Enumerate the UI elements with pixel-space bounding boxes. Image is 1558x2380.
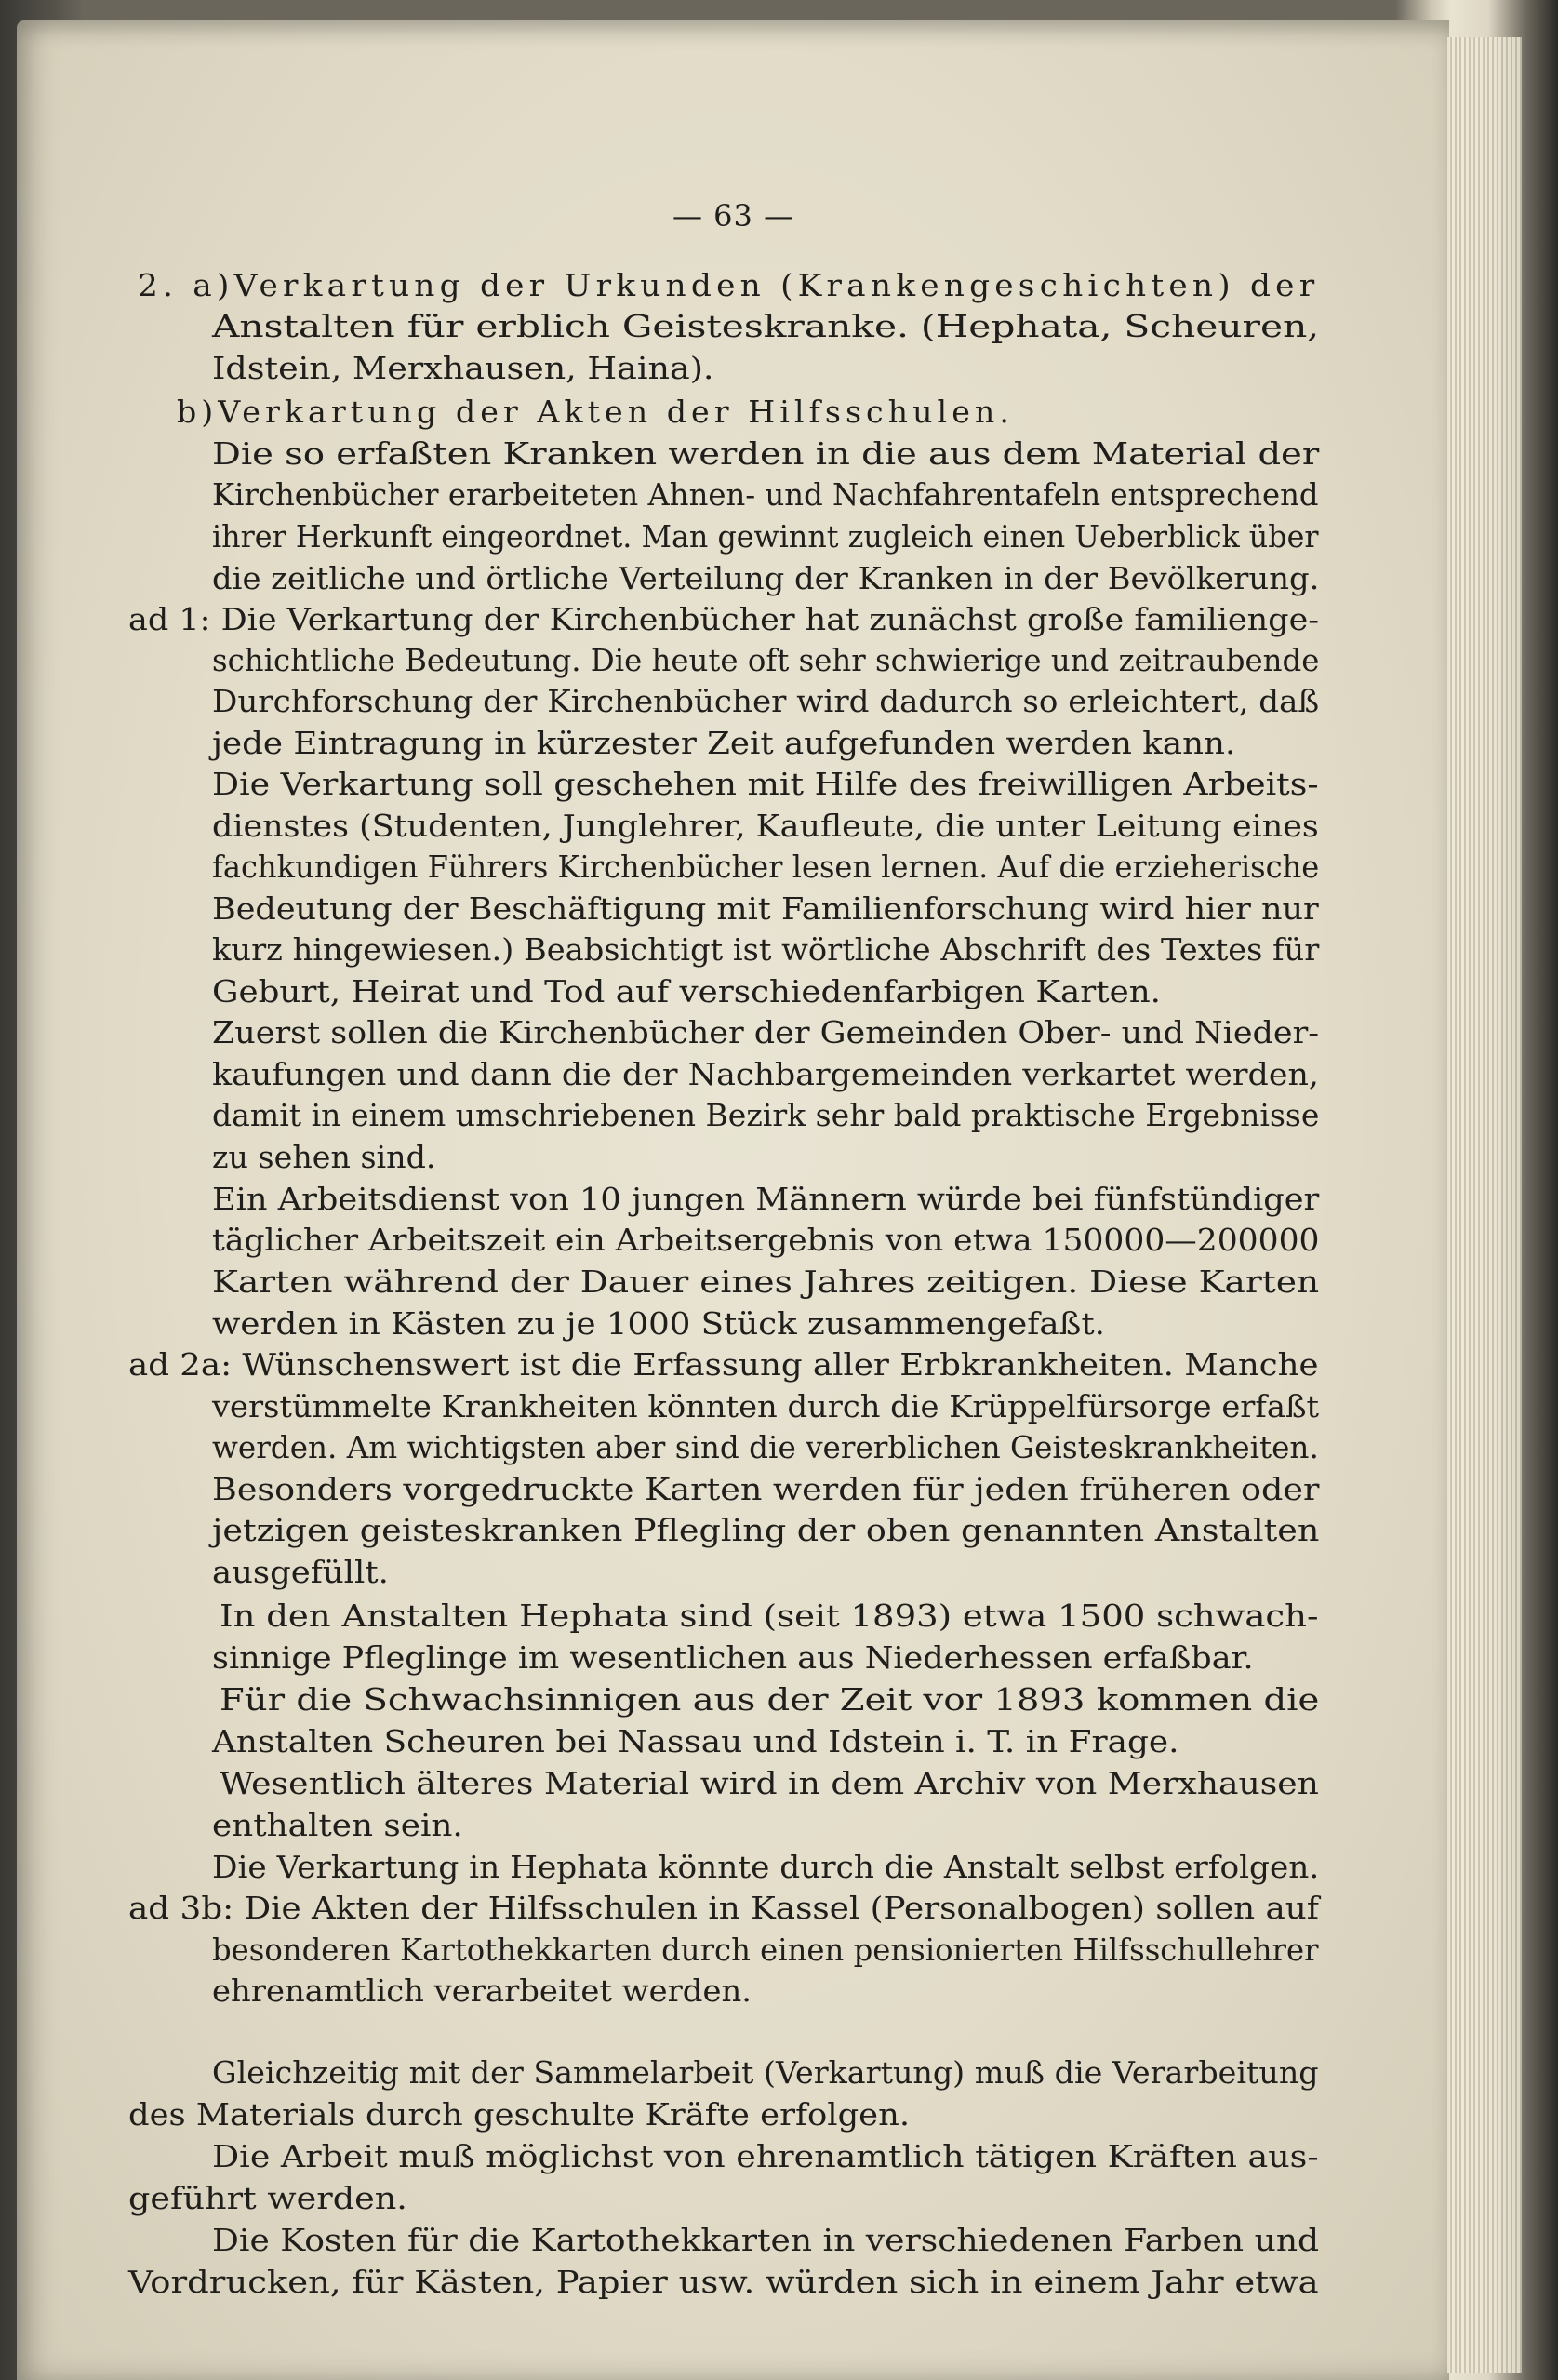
text-line: enthalten sein. (212, 1807, 463, 1843)
text-line: Für die Schwachsinnigen aus der Zeit vor 1893 kommen die (220, 1681, 1320, 1718)
text-line: besonderen Kartothekkarten durch einen pensionierten Hilfsschullehrer (212, 1932, 1319, 1968)
text-line: kurz hingewiesen.) Beabsichtigt ist wörtliche Abschrift des Textes für (212, 931, 1320, 968)
text-line: Geburt, Heirat und Tod auf verschiedenfarbigen Karten. (212, 973, 1162, 1009)
page-number: — 63 — (672, 198, 795, 234)
text-line: ehrenamtlich verarbeitet werden. (212, 1972, 752, 2009)
text-line: Anstalten Scheuren bei Nassau und Idstein i. T. in Frage. (212, 1723, 1179, 1759)
text-line: ad 2a: Wünschenswert ist die Erfassung aller Erbkrankheiten. Manche (128, 1346, 1319, 1383)
text-line: Zuerst sollen die Kirchenbücher der Gemeinden Ober- und Nieder- (212, 1014, 1320, 1050)
text-line: Die Verkartung soll geschehen mit Hilfe des freiwilligen Arbeits- (212, 766, 1319, 802)
text-line: Durchforschung der Kirchenbücher wird dadurch so erleichtert, daß (212, 683, 1320, 719)
text-line: damit in einem umschriebenen Bezirk sehr bald praktische Ergebnisse (212, 1097, 1320, 1133)
text-line: Besonders vorgedruckte Karten werden für jeden früheren oder (212, 1471, 1320, 1507)
text-line: Ein Arbeitsdienst von 10 jungen Männern würde bei fünfstündiger (212, 1181, 1320, 1217)
book-page-edges (1447, 37, 1522, 2373)
text-line: Wesentlich älteres Material wird in dem Archiv von Merxhausen (220, 1765, 1319, 1801)
text-line: Die Kosten für die Kartothekkarten in verschiedenen Farben und (212, 2222, 1320, 2258)
text-line: kaufungen und dann die der Nachbargemeinden verkartet werden, (212, 1056, 1319, 1092)
page-text (17, 20, 1449, 2380)
text-line: In den Anstalten Hephata sind (seit 1893) etwa 1500 schwach- (220, 1598, 1319, 1634)
text-line: Die Verkartung in Hephata könnte durch die Anstalt selbst erfolgen. (212, 1849, 1320, 1885)
text-line: Karten während der Dauer eines Jahres zeitigen. Diese Karten (212, 1264, 1320, 1300)
text-line: schichtliche Bedeutung. Die heute oft sehr schwierige und zeitraubende (212, 642, 1320, 678)
text-line: ad 3b: Die Akten der Hilfsschulen in Kassel (Personalbogen) sollen auf (128, 1890, 1319, 1926)
text-line: Idstein, Merxhausen, Haina). (212, 350, 714, 386)
text-line: dienstes (Studenten, Junglehrer, Kaufleute, die unter Leitung eines (212, 808, 1319, 844)
text-line: b)Verkartung der Akten der Hilfsschulen. (177, 394, 1014, 430)
text-line: Bedeutung der Beschäftigung mit Familienforschung wird hier nur (212, 890, 1319, 927)
text-line: sinnige Pfleglinge im wesentlichen aus Niederhessen erfaßbar. (212, 1639, 1254, 1676)
text-line: täglicher Arbeitszeit ein Arbeitsergebnis von etwa 150000—200000 (212, 1222, 1320, 1258)
text-line: verstümmelte Krankheiten könnten durch die Krüppelfürsorge erfaßt (212, 1388, 1320, 1424)
text-line: fachkundigen Führers Kirchenbücher lesen lernen. Auf die erzieherische (212, 849, 1320, 885)
text-line: Anstalten für erblich Geisteskranke. (Hephata, Scheuren, (212, 308, 1320, 344)
text-line: werden in Kästen zu je 1000 Stück zusammengefaßt. (212, 1305, 1105, 1342)
text-line: ihrer Herkunft eingeordnet. Man gewinnt zugleich einen Ueberblick über (212, 518, 1319, 555)
paper-page (17, 20, 1449, 2380)
text-line: jetzigen geisteskranken Pflegling der oben genannten Anstalten (212, 1512, 1320, 1548)
text-line: Die so erfaßten Kranken werden in die aus dem Material der (212, 435, 1320, 472)
text-line: werden. Am wichtigsten aber sind die vererblichen Geisteskrankheiten. (212, 1429, 1319, 1465)
text-line: des Materials durch geschulte Kräfte erfolgen. (128, 2096, 911, 2133)
text-line: die zeitliche und örtliche Verteilung der Kranken in der Bevölkerung. (212, 560, 1320, 596)
text-line: Kirchenbücher erarbeiteten Ahnen- und Nachfahrentafeln entsprechend (212, 476, 1319, 513)
text-line: Gleichzeitig mit der Sammelarbeit (Verkartung) muß die Verarbeitung (212, 2054, 1319, 2091)
text-line: ausgefüllt. (212, 1554, 389, 1590)
text-line: 2. a)Verkartung der Urkunden (Krankengeschichten) der (138, 267, 1320, 303)
text-line: geführt werden. (128, 2180, 407, 2216)
text-line: ad 1: Die Verkartung der Kirchenbücher hat zunächst große familienge- (128, 601, 1320, 637)
text-line: jede Eintragung in kürzester Zeit aufgefunden werden kann. (212, 725, 1236, 761)
text-line: Die Arbeit muß möglichst von ehrenamtlich tätigen Kräften aus- (212, 2138, 1319, 2174)
text-line: Vordrucken, für Kästen, Papier usw. würden sich in einem Jahr etwa (128, 2264, 1319, 2300)
text-line: zu sehen sind. (212, 1139, 436, 1175)
